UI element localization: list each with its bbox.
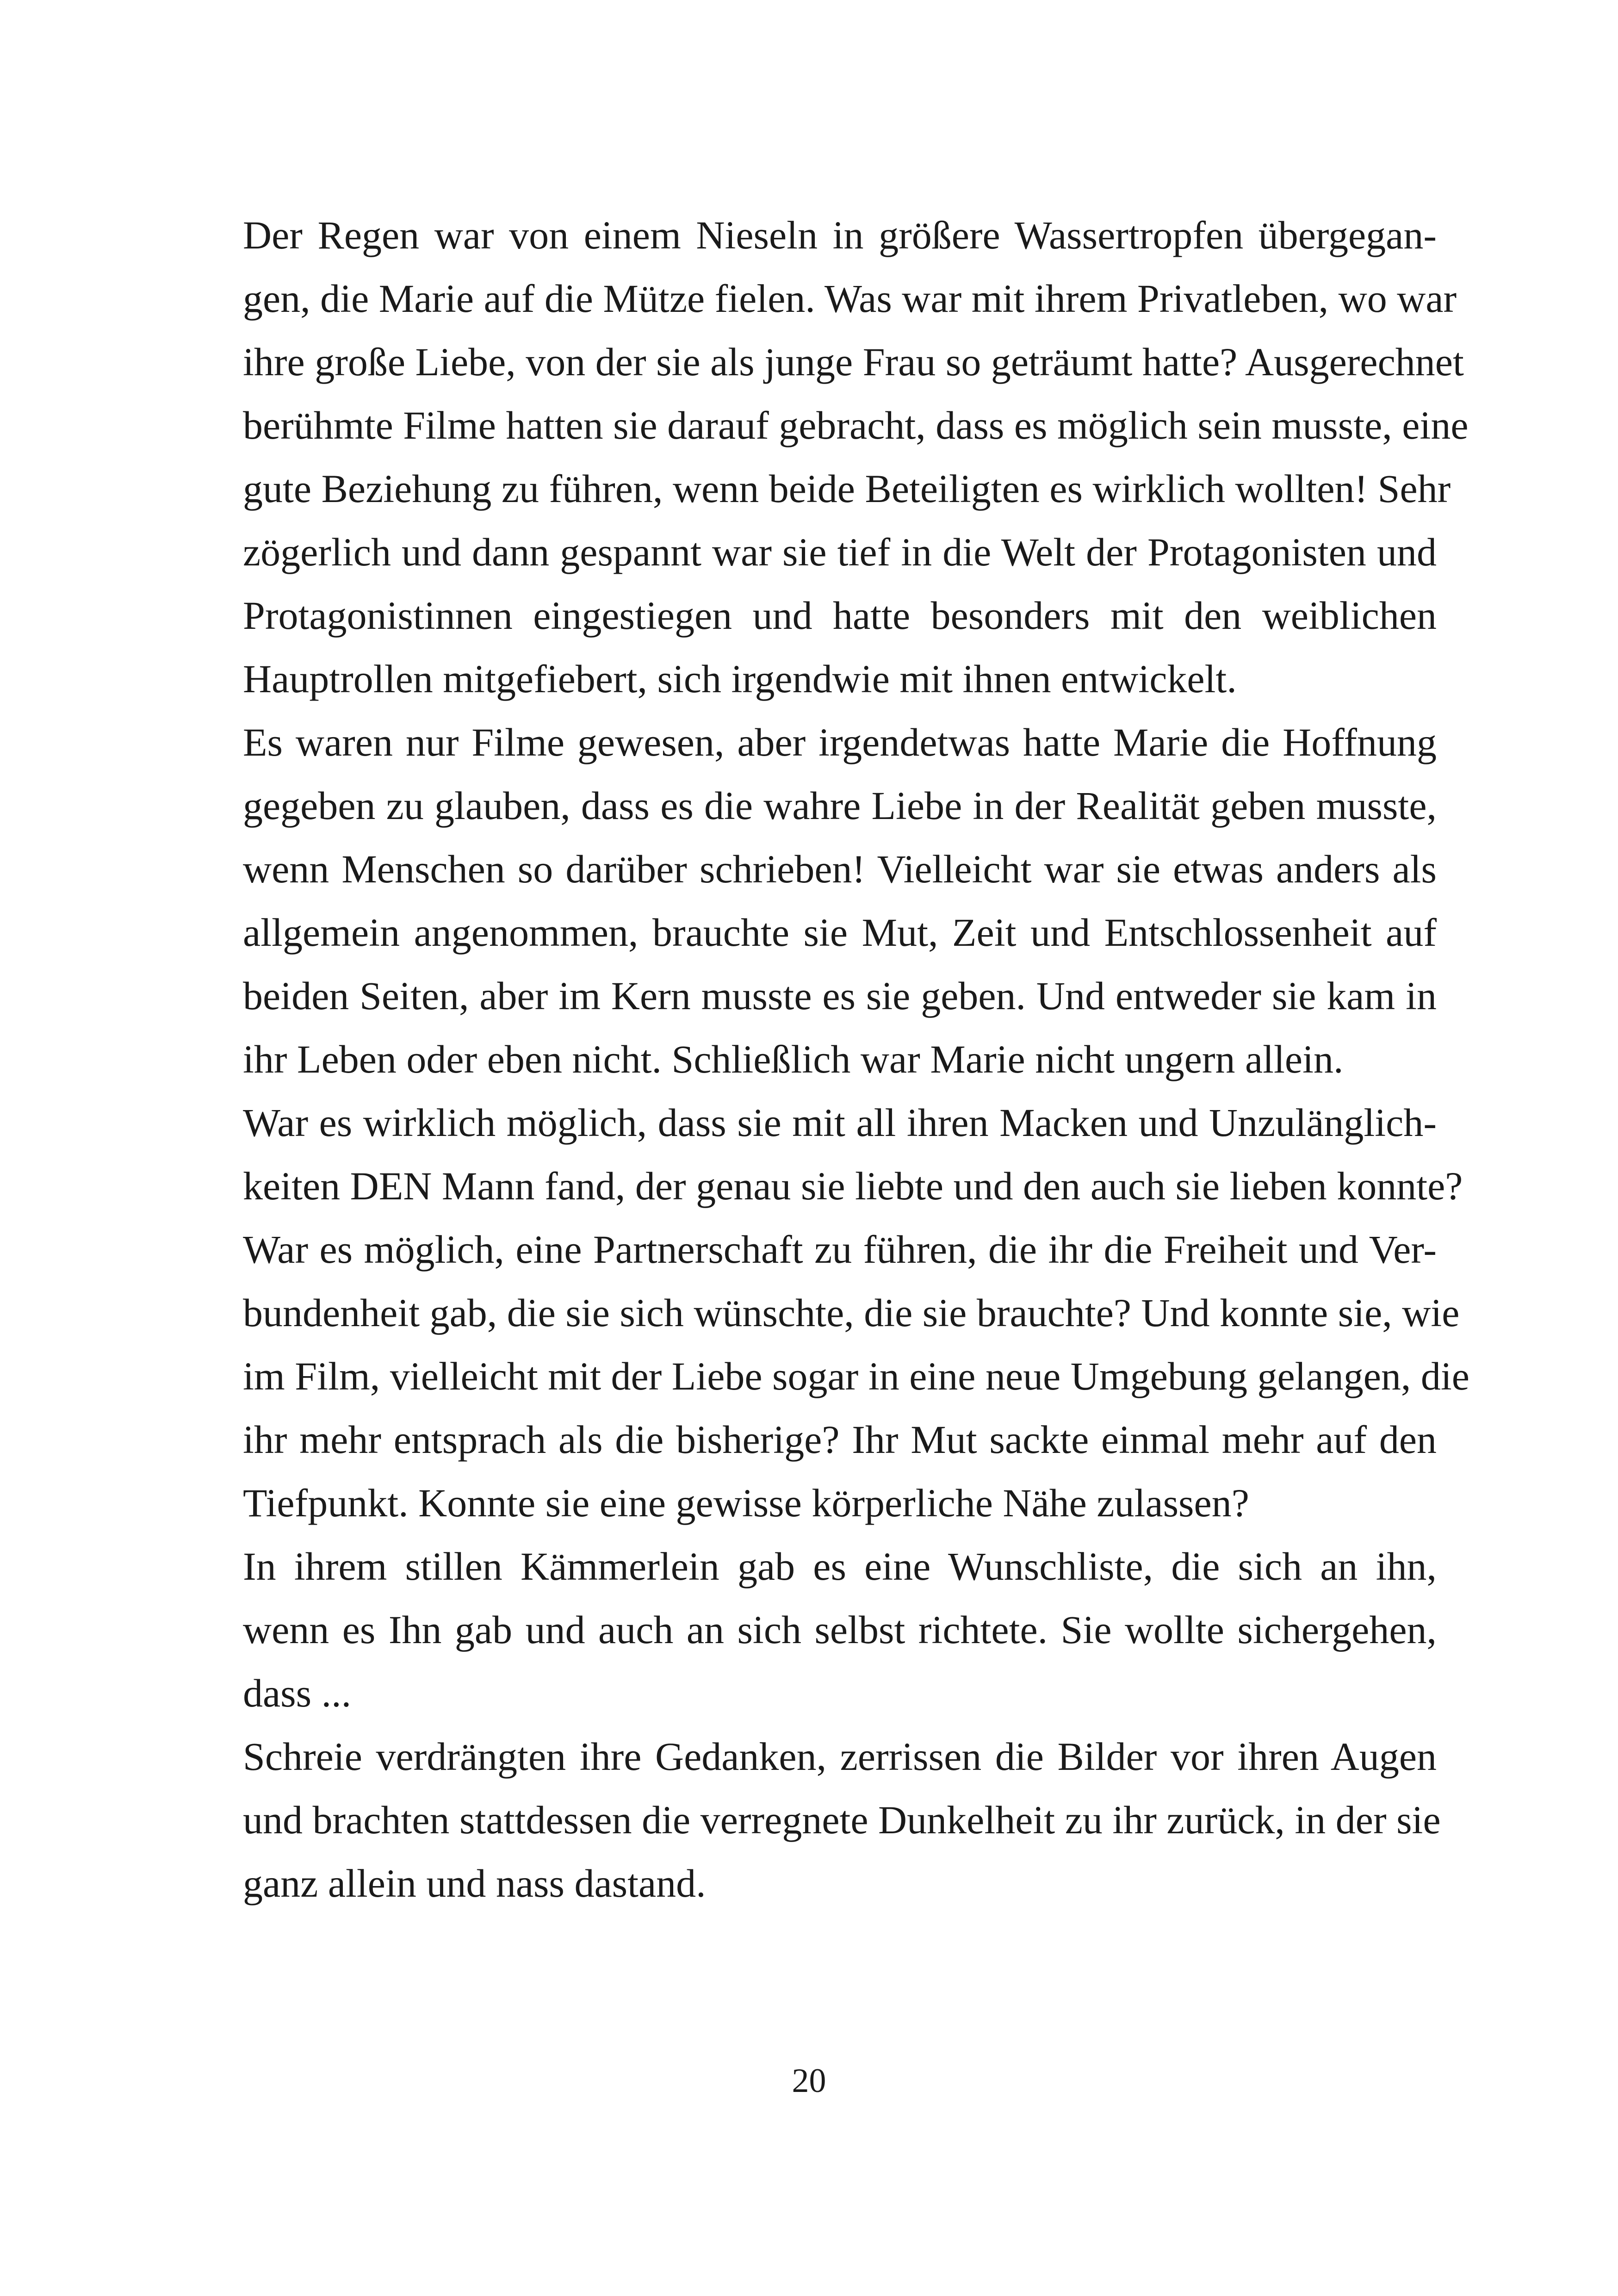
text-line: im Film, vielleicht mit der Liebe sogar in eine neue Umgebung gelangen, die xyxy=(243,1354,1469,1398)
text-line: Hauptrollen mitgefiebert, sich irgendwie mit ihnen entwickelt. xyxy=(243,657,1237,701)
text-line: ihr mehr entsprach als die bisherige? Ihr Mut sackte einmal mehr auf den xyxy=(243,1417,1437,1462)
page-number: 20 xyxy=(792,2062,826,2100)
text-line: Es waren nur Filme gewesen, aber irgendetwas hatte Marie die Hoffnung xyxy=(243,720,1437,764)
text-line: und brachten stattdessen die verregnete Dunkelheit zu ihr zurück, in der sie xyxy=(243,1798,1441,1842)
text-line: beiden Seiten, aber im Kern musste es sie geben. Und entweder sie kam in xyxy=(243,974,1437,1018)
text-line: War es wirklich möglich, dass sie mit all ihren Macken und Unzulänglich- xyxy=(243,1100,1437,1145)
text-line: keiten DEN Mann fand, der genau sie liebte und den auch sie lieben konnte? xyxy=(243,1164,1463,1208)
text-line: zögerlich und dann gespannt war sie tief in die Welt der Protagonisten und xyxy=(243,530,1437,574)
text-line: Schreie verdrängten ihre Gedanken, zerrissen die Bilder vor ihren Augen xyxy=(243,1734,1437,1779)
text-line: bundenheit gab, die sie sich wünschte, die sie brauchte? Und konnte sie, wie xyxy=(243,1291,1460,1335)
paragraph-4 xyxy=(187,1535,1437,1725)
text-line: Der Regen war von einem Nieseln in größere Wassertropfen übergegan- xyxy=(243,213,1437,257)
text-line: gute Beziehung zu führen, wenn beide Beteiligten es wirklich wollten! Sehr xyxy=(243,466,1451,511)
text-line: gen, die Marie auf die Mütze fielen. Was war mit ihrem Privatleben, wo war xyxy=(243,276,1457,321)
text-line: allgemein angenommen, brauchte sie Mut, Zeit und Entschlossenheit auf xyxy=(243,910,1437,955)
text-line: Tiefpunkt. Konnte sie eine gewisse körperliche Nähe zulassen? xyxy=(243,1481,1249,1525)
text-line: In ihrem stillen Kämmerlein gab es eine Wunschliste, die sich an ihn, xyxy=(243,1544,1437,1589)
text-line: Protagonistinnen eingestiegen und hatte besonders mit den weiblichen xyxy=(243,593,1437,638)
text-line: berühmte Filme hatten sie darauf gebracht, dass es möglich sein musste, eine xyxy=(243,403,1469,447)
text-line: ihre große Liebe, von der sie als junge Frau so geträumt hatte? Ausgerechnet xyxy=(243,340,1464,384)
paragraph-1 xyxy=(187,204,1469,711)
paragraph-2 xyxy=(187,711,1437,1091)
text-line: dass ... xyxy=(243,1671,352,1715)
text-line: gegeben zu glauben, dass es die wahre Liebe in der Realität geben musste, xyxy=(243,783,1437,828)
text-line: wenn es Ihn gab und auch an sich selbst richtete. Sie wollte sichergehen, xyxy=(243,1607,1437,1652)
body-text xyxy=(187,204,1469,1915)
paragraph-5 xyxy=(187,1725,1441,1915)
paragraph-3 xyxy=(187,1091,1469,1535)
text-line: ganz allein und nass dastand. xyxy=(243,1861,706,1905)
text-line: wenn Menschen so darüber schrieben! Vielleicht war sie etwas anders als xyxy=(243,847,1437,891)
text-line: ihr Leben oder eben nicht. Schließlich war Marie nicht ungern allein. xyxy=(243,1037,1344,1081)
text-line: War es möglich, eine Partnerschaft zu führen, die ihr die Freiheit und Ver- xyxy=(243,1227,1437,1272)
